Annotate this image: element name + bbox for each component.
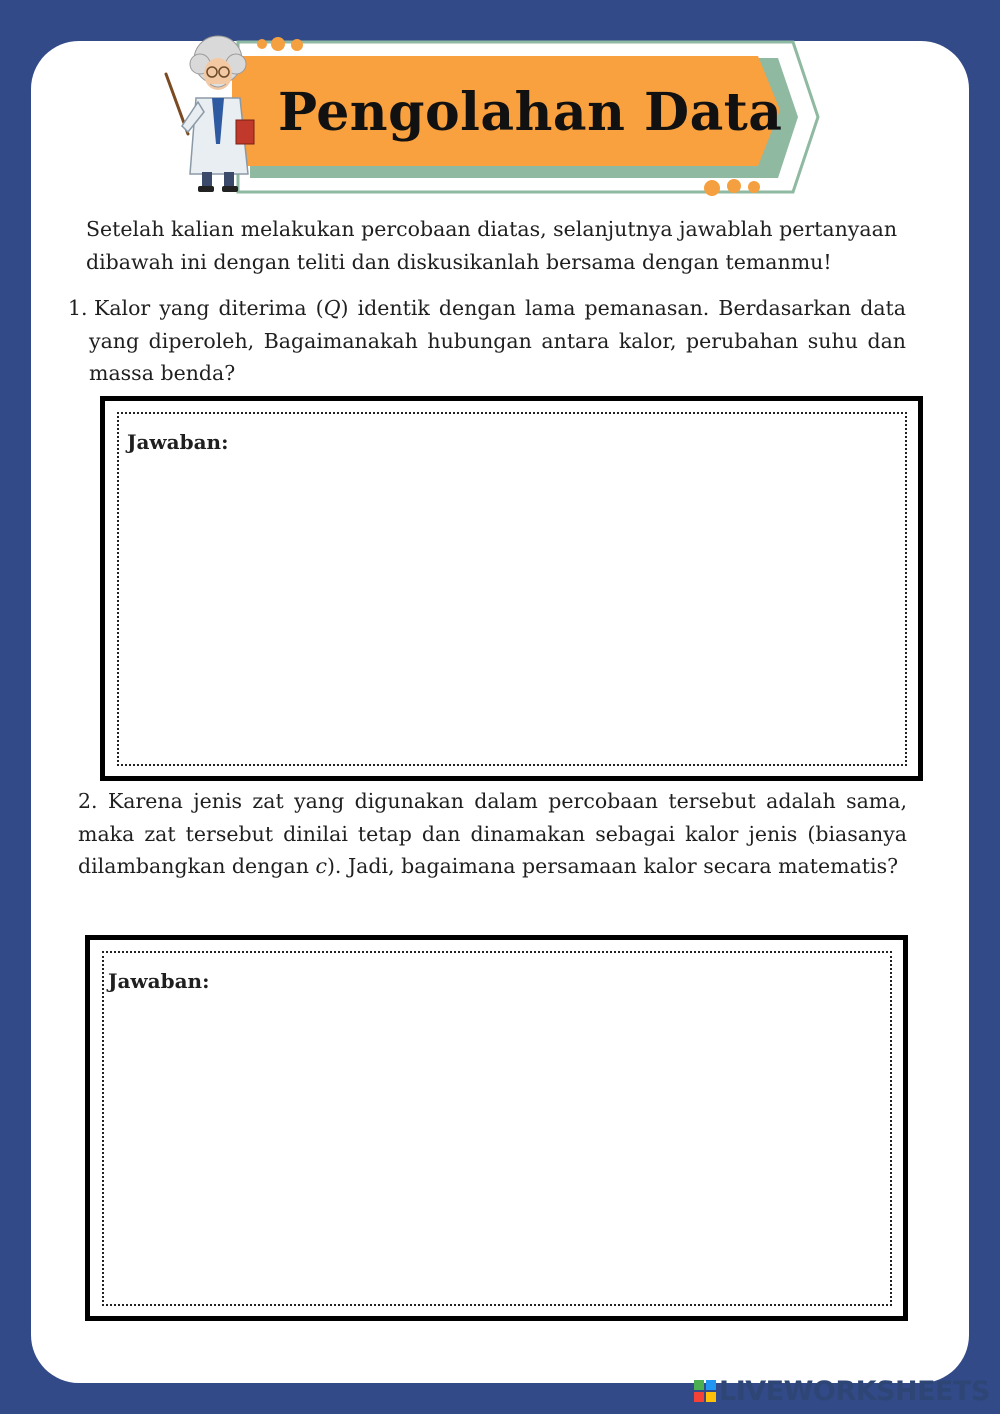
answer-box-2[interactable]	[85, 935, 908, 1321]
question-2: 2. Karena jenis zat yang digunakan dalam percobaan tersebut adalah sama, maka zat tersebut dinilai tetap dan dinamakan sebagai kalor jenis (biasanya dilambangkan dengan c). Jadi, bagaimana persamaan kalor secara matematis?	[78, 789, 907, 878]
question-1-number: 1.	[68, 296, 88, 320]
symbol-q: Q	[323, 296, 341, 320]
answer-label-1: Jawaban:	[127, 430, 229, 454]
scientist-icon	[160, 34, 270, 194]
page-title: Pengolahan Data	[278, 82, 783, 143]
question-2-number: 2.	[78, 789, 98, 813]
answer-box-2-inner[interactable]	[102, 951, 892, 1306]
symbol-c: c	[315, 854, 327, 878]
answer-box-1-inner[interactable]	[117, 412, 907, 766]
question-1	[68, 292, 906, 390]
liveworksheets-brand	[694, 1376, 990, 1407]
answer-label-2: Jawaban:	[108, 969, 210, 993]
question-1-text: Kalor yang diterima (Q) identik dengan lama pemanasan. Berdasarkan data yang diperoleh, Bagaimanakah hubungan antara kalor, perubahan suhu dan massa benda?	[89, 296, 907, 385]
answer-box-1[interactable]	[100, 396, 923, 781]
liveworksheets-logo-icon	[694, 1380, 716, 1402]
intro-text: Setelah kalian melakukan percobaan diatas, selanjutnya jawablah pertanyaan dibawah ini dengan teliti dan diskusikanlah bersama dengan temanmu!	[86, 217, 898, 274]
liveworksheets-text: LIVEWORKSHEETS	[719, 1376, 990, 1407]
